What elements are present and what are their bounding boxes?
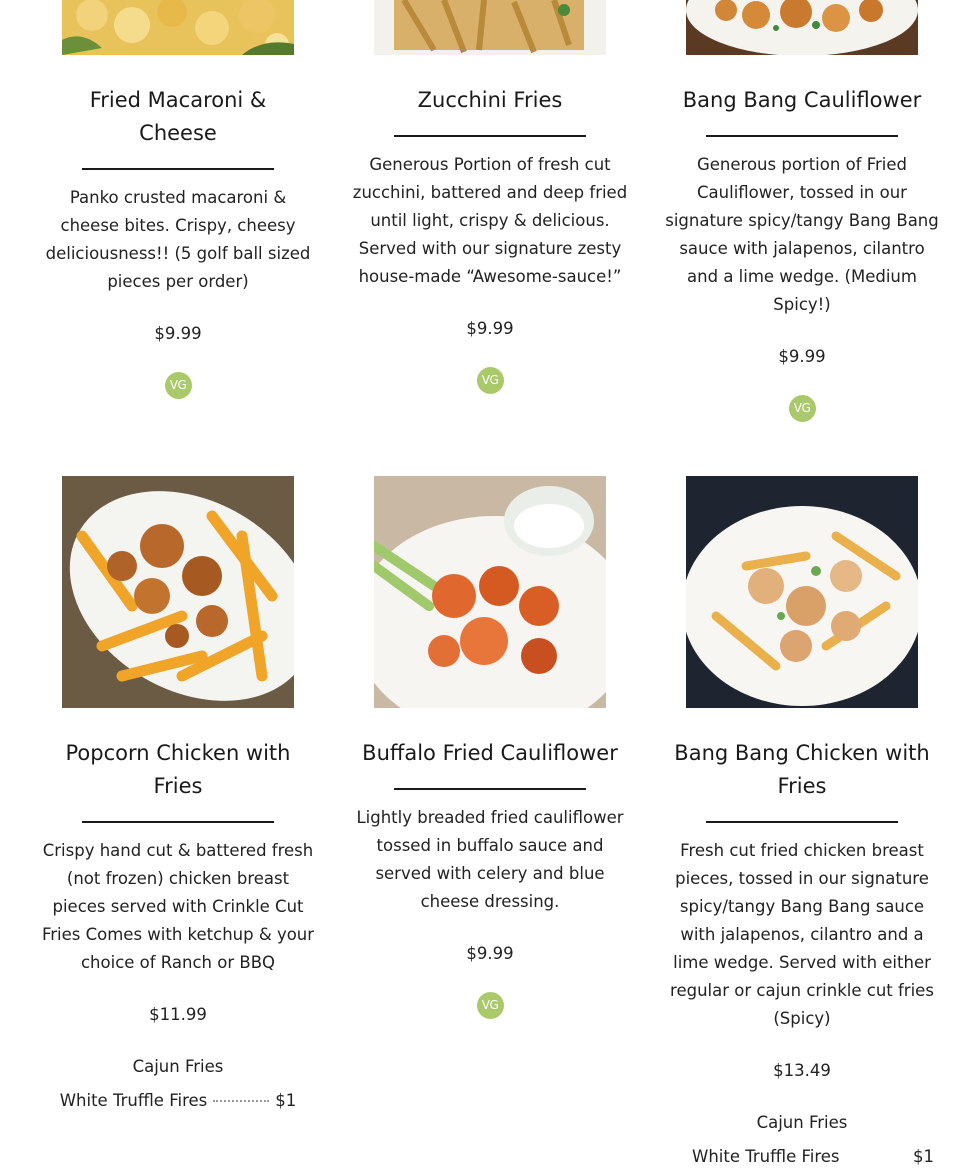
- title-divider: [82, 821, 274, 823]
- item-description: Lightly breaded fried cauliflower tossed in buffalo sauce and served with celery and blue cheese dressing.: [356, 808, 624, 911]
- item-price: $13.49: [773, 1061, 831, 1080]
- item-title: Fried Macaroni & Cheese: [89, 88, 267, 145]
- item-description: Fresh cut fried chicken breast pieces, tossed in our signature spicy/tangy Bang Bang sauce with jalapenos, cilantro and a lime wedge. Served with either regular or cajun crinkle cut fries (Spicy): [670, 841, 934, 1028]
- addon-name: White Truffle Fires: [692, 1147, 840, 1166]
- popcorn-chicken-fries-photo[interactable]: [62, 476, 294, 708]
- title-divider: [706, 135, 898, 137]
- item-title: Bang Bang Chicken with Fries: [674, 741, 930, 798]
- item-title: Bang Bang Cauliflower: [682, 88, 922, 112]
- item-description: Generous portion of Fried Cauliflower, tossed in our signature spicy/tangy Bang Bang sauce with jalapenos, cilantro and a lime wedge. (Medium Spicy!): [665, 155, 939, 314]
- title-divider: [394, 135, 586, 137]
- item-price: $11.99: [149, 1005, 207, 1024]
- vegetarian-badge-icon: VG: [789, 395, 816, 422]
- vegetarian-badge-icon: VG: [477, 992, 504, 1019]
- buffalo-cauliflower-photo[interactable]: [374, 476, 606, 708]
- item-price: $9.99: [466, 319, 514, 338]
- item-description: Crispy hand cut & battered fresh (not frozen) chicken breast pieces served with Crinkle Cut Fries Comes with ketchup & your choice of Ranch or BBQ: [41, 841, 315, 972]
- addon-title: Cajun Fries: [132, 1057, 224, 1076]
- zucchini-fries-photo[interactable]: [374, 0, 606, 55]
- item-description: Generous Portion of fresh cut zucchini, battered and deep fried until light, crispy & delicious. Served with our signature zesty house-made “Awesome-sauce!”: [352, 155, 628, 286]
- addon-option: [662, 1143, 942, 1171]
- menu-item-zucchini-fries: [350, 84, 630, 394]
- menu-item-bang-bang-cauliflower: [662, 84, 942, 422]
- addon-price: $1: [913, 1147, 934, 1166]
- addon-title: Cajun Fries: [756, 1113, 848, 1132]
- bang-bang-chicken-fries-photo[interactable]: [686, 476, 918, 708]
- item-title: Buffalo Fried Cauliflower: [362, 741, 618, 765]
- title-divider: [706, 821, 898, 823]
- menu-item-fried-mac-cheese: [38, 84, 318, 399]
- item-price: $9.99: [154, 324, 202, 343]
- bang-bang-cauliflower-photo[interactable]: [686, 0, 918, 55]
- title-divider: [82, 168, 274, 170]
- addon-price: $1: [275, 1091, 297, 1110]
- vegetarian-badge-icon: VG: [477, 367, 504, 394]
- addon-option: [38, 1087, 318, 1115]
- menu-item-popcorn-chicken-fries: [38, 737, 318, 1115]
- dot-leader: [213, 1100, 269, 1102]
- item-price: $9.99: [778, 347, 826, 366]
- menu-item-bang-bang-chicken-fries: [662, 737, 942, 1171]
- item-title: Popcorn Chicken with Fries: [65, 741, 291, 798]
- menu-item-buffalo-cauliflower: [350, 737, 630, 1019]
- fried-mac-cheese-photo[interactable]: [62, 0, 294, 55]
- addon-name: White Truffle Fires: [59, 1091, 208, 1110]
- item-title: Zucchini Fries: [417, 88, 563, 112]
- item-price: $9.99: [466, 944, 514, 963]
- vegetarian-badge-icon: VG: [165, 372, 192, 399]
- item-description: Panko crusted macaroni & cheese bites. Crispy, cheesy deliciousness!! (5 golf ball sized pieces per order): [45, 188, 311, 291]
- title-divider: [394, 788, 586, 790]
